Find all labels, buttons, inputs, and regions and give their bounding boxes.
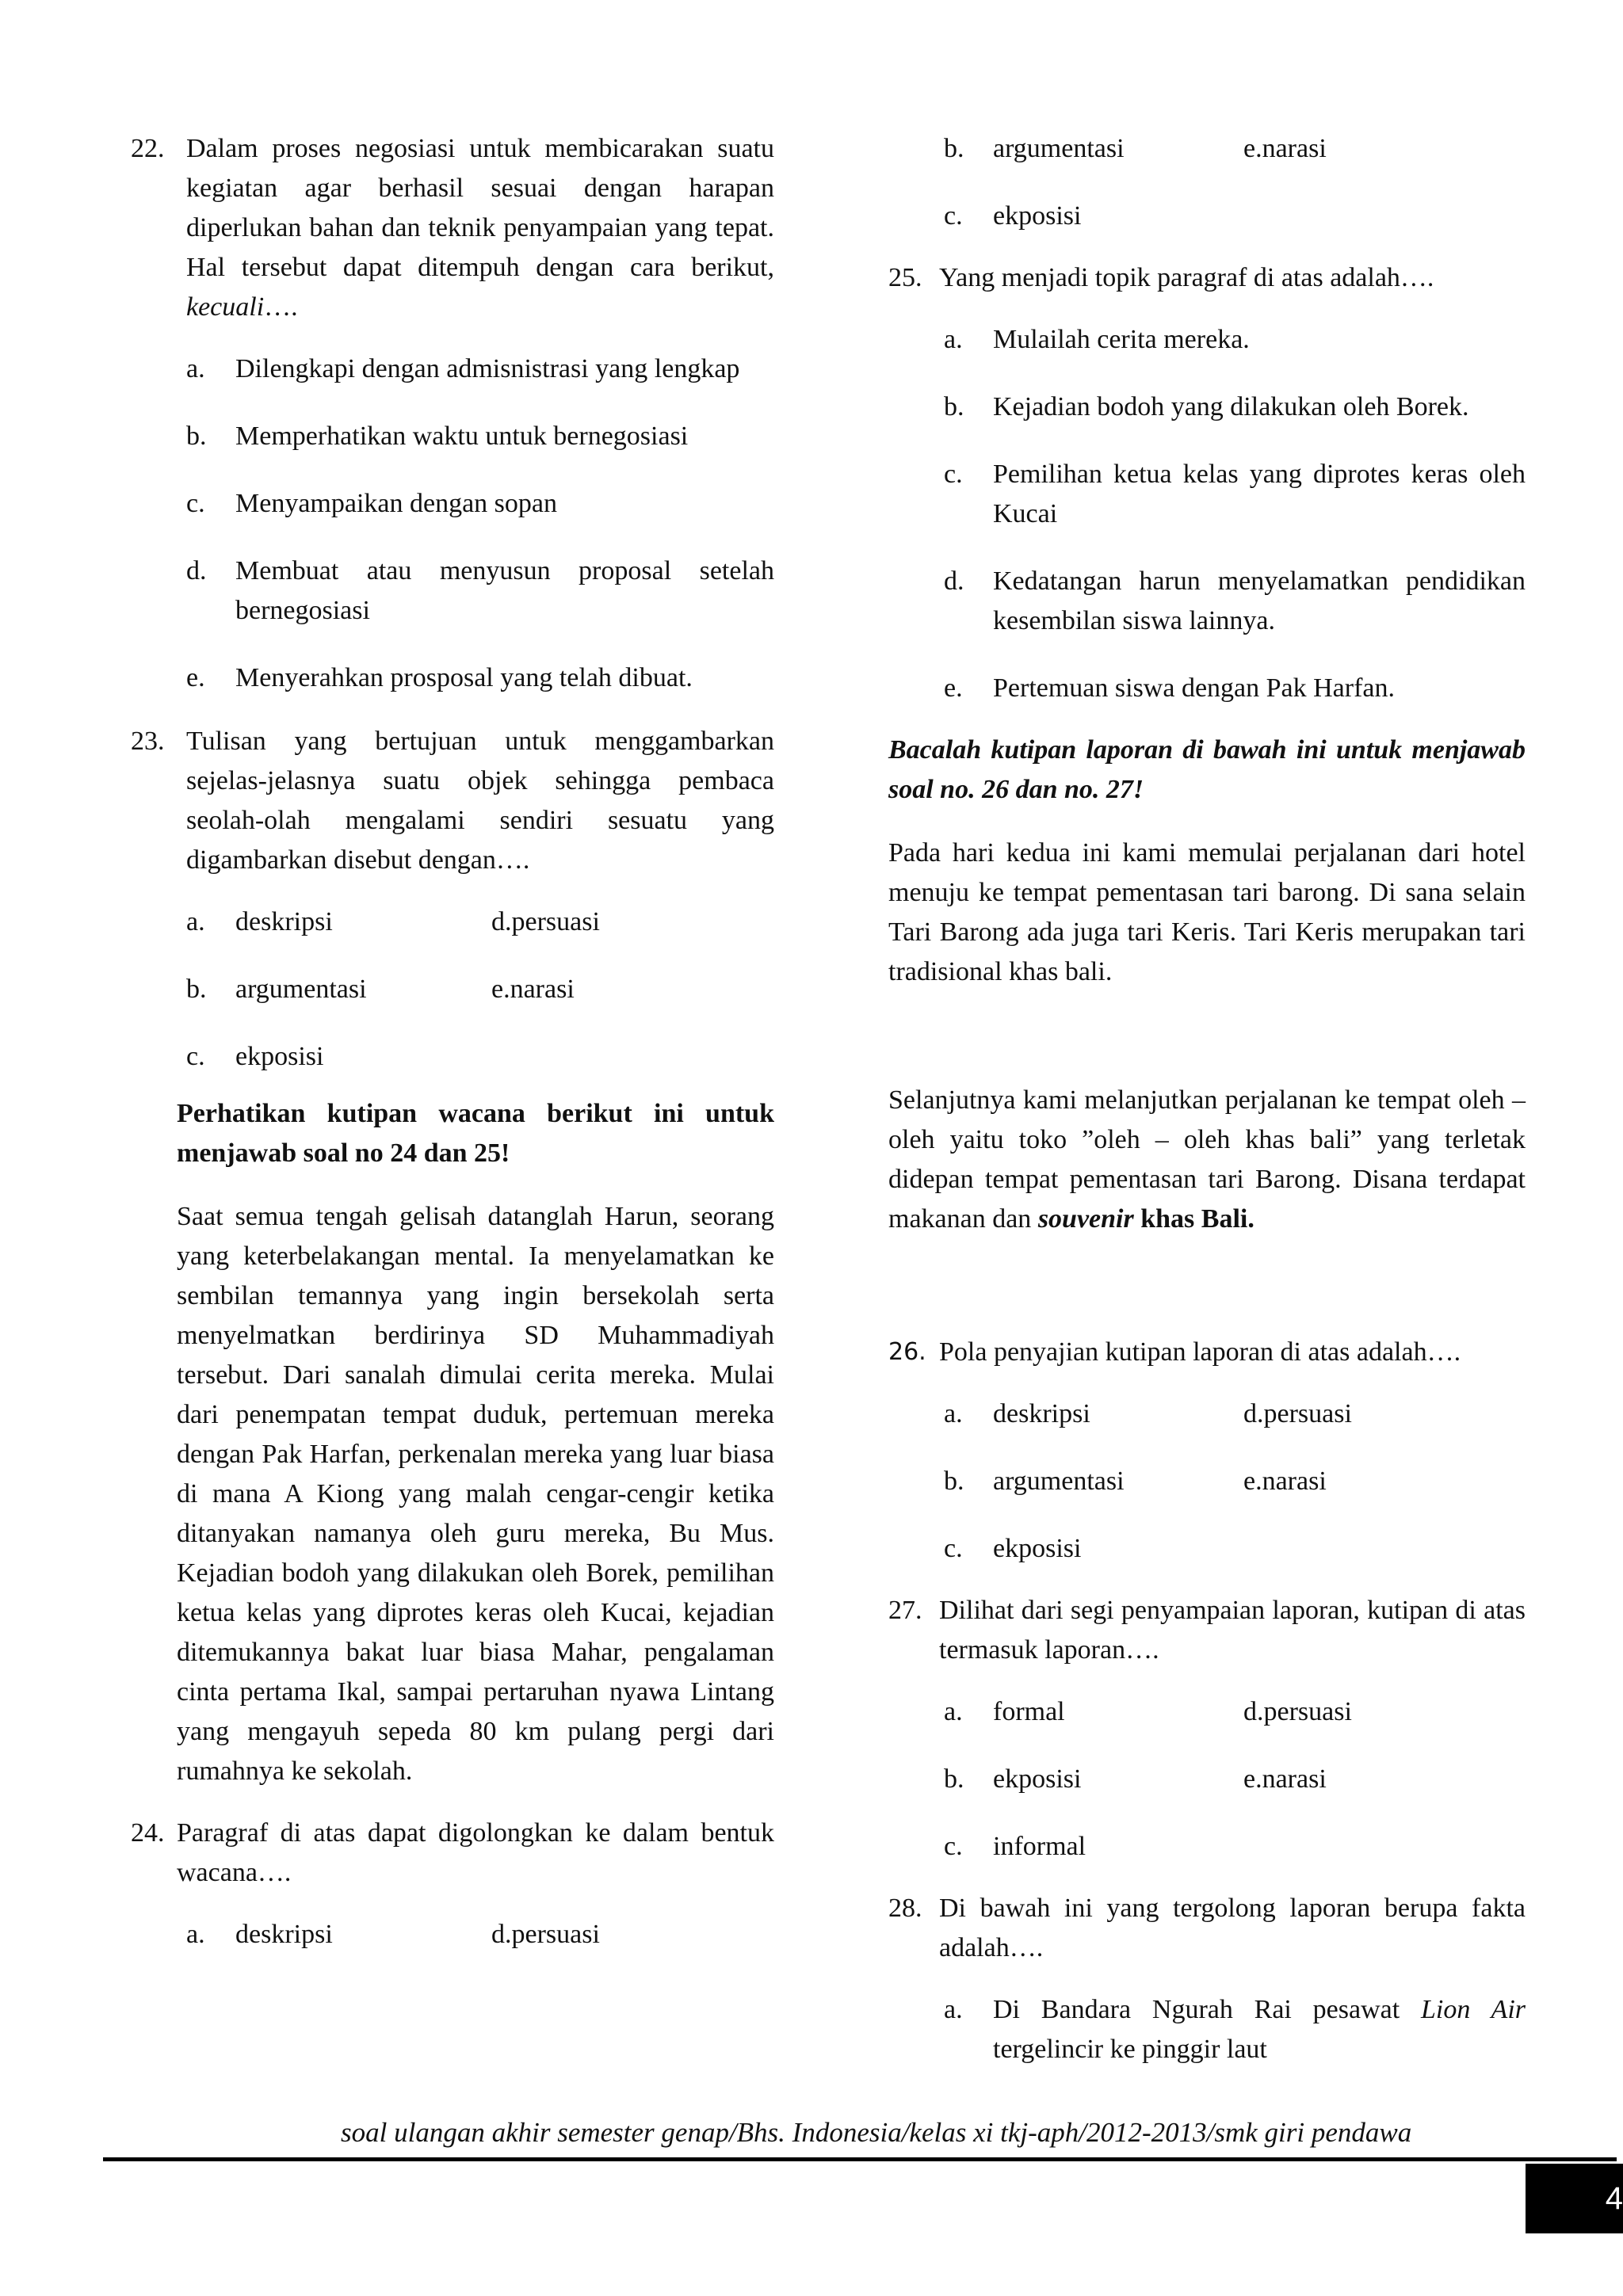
option-text-secondary: e.narasi	[1243, 1764, 1327, 1794]
option-text: deskripsi	[235, 1920, 333, 1949]
option-23a[interactable]	[131, 902, 774, 942]
option-letter: a.	[944, 1995, 963, 2024]
question-number: 28.	[888, 1894, 922, 1923]
option-25d[interactable]	[888, 562, 1526, 641]
option-text: ekposisi	[993, 1534, 1082, 1563]
option-text-secondary: e.narasi	[1243, 1466, 1327, 1496]
option-letter: e.	[944, 673, 963, 703]
page-number: 4	[1605, 2181, 1623, 2216]
option-letter: a.	[186, 354, 205, 383]
report-paragraph-2	[888, 1081, 1526, 1239]
option-text: Dilengkapi dengan admisnistrasi yang lengkap	[235, 354, 740, 383]
question-stem: Paragraf di atas dapat digolongkan ke dalam bentuk wacana….	[177, 1818, 774, 1887]
question-number: 24.	[131, 1818, 165, 1848]
question-22	[131, 129, 774, 327]
question-stem-emphasis: kecuali	[186, 292, 265, 322]
option-letter: a.	[186, 907, 205, 936]
option-letter: b.	[944, 1466, 964, 1496]
option-text: argumentasi	[235, 974, 367, 1004]
option-letter: c.	[944, 460, 963, 489]
option-text-secondary: e.narasi	[1243, 134, 1327, 163]
option-25a[interactable]	[888, 320, 1526, 360]
question-number: 27.	[888, 1596, 922, 1625]
option-text: Di Bandara Ngurah Rai pesawat	[993, 1995, 1421, 2024]
option-letter: b.	[944, 1764, 964, 1794]
option-text: deskripsi	[993, 1399, 1090, 1428]
question-27	[888, 1591, 1526, 1670]
option-letter: d.	[186, 556, 207, 585]
option-letter: d.	[944, 566, 964, 596]
report-paragraph-2-text: Selanjutnya kami melanjutkan perjalanan ke tempat oleh – oleh yaitu toko ”oleh – oleh khas bali” yang terletak didepan tempat pementasan tari Barong. Disana terdapat makanan dan	[888, 1085, 1526, 1234]
option-text: ekposisi	[993, 201, 1082, 231]
option-text: formal	[993, 1697, 1065, 1726]
option-24a[interactable]	[131, 1915, 774, 1955]
option-text-secondary: d.persuasi	[491, 907, 600, 936]
option-text-secondary: e.narasi	[491, 974, 575, 1004]
report-paragraph-2-emphasis: souvenir	[1037, 1204, 1134, 1234]
option-text-secondary: d.persuasi	[491, 1920, 600, 1949]
report-paragraph-2-bold: khas Bali.	[1133, 1204, 1254, 1234]
option-text: Menyerahkan prosposal yang telah dibuat.	[235, 663, 693, 692]
option-text: Membuat atau menyusun proposal setelah bernegosiasi	[235, 556, 774, 625]
option-text: Menyampaikan dengan sopan	[235, 489, 557, 518]
option-text: ekposisi	[235, 1042, 324, 1071]
option-22d[interactable]	[131, 551, 774, 631]
option-text: Kedatangan harun menyelamatkan pendidikan kesembilan siswa lainnya.	[993, 566, 1526, 635]
option-text-emphasis: Lion Air	[1421, 1995, 1526, 2024]
option-letter: b.	[944, 392, 964, 421]
option-text-secondary: d.persuasi	[1243, 1697, 1352, 1726]
option-22c[interactable]	[131, 484, 774, 524]
option-25b[interactable]	[888, 387, 1526, 427]
option-letter: b.	[944, 134, 964, 163]
option-28a[interactable]	[888, 1990, 1526, 2069]
question-number: 22.	[131, 134, 165, 163]
instruction-24-25: Perhatikan kutipan wacana berikut ini untuk menjawab soal no 24 dan 25!	[177, 1099, 774, 1168]
option-text: Memperhatikan waktu untuk bernegosiasi	[235, 421, 689, 451]
question-stem: Yang menjadi topik paragraf di atas adalah….	[939, 263, 1434, 292]
option-24b[interactable]	[888, 129, 1526, 169]
option-text: Mulailah cerita mereka.	[993, 325, 1250, 354]
option-letter: a.	[944, 325, 963, 354]
option-letter: e.	[186, 663, 205, 692]
question-stem: Tulisan yang bertujuan untuk menggambarkan sejelas-jelasnya suatu objek sehingga pembaca seolah-olah mengalami sendiri sesuatu yang digambarkan disebut dengan….	[186, 727, 774, 875]
question-stem: Dilihat dari segi penyampaian laporan, kutipan di atas termasuk laporan….	[939, 1596, 1526, 1665]
option-text: Pertemuan siswa dengan Pak Harfan.	[993, 673, 1396, 703]
question-25	[888, 258, 1526, 298]
option-22a[interactable]	[131, 349, 774, 389]
question-stem: Pola penyajian kutipan laporan di atas adalah….	[939, 1337, 1461, 1367]
option-letter: a.	[186, 1920, 205, 1949]
question-24	[131, 1814, 774, 1893]
question-number: 25.	[888, 263, 922, 292]
question-stem-end: ….	[264, 292, 298, 322]
question-26	[888, 1333, 1526, 1372]
option-text: Kejadian bodoh yang dilakukan oleh Borek.	[993, 392, 1469, 421]
report-paragraph-1: Pada hari kedua ini kami memulai perjalanan dari hotel menuju ke tempat pementasan tari barong. Di sana selain Tari Barong ada juga tari Keris. Tari Keris merupakan tari tradisional khas bali.	[888, 838, 1526, 986]
option-letter: c.	[186, 489, 205, 518]
option-26a[interactable]	[888, 1394, 1526, 1434]
option-letter: a.	[944, 1399, 963, 1428]
instruction-26-27: Bacalah kutipan laporan di bawah ini untuk menjawab soal no. 26 dan no. 27!	[888, 735, 1526, 804]
option-letter: b.	[186, 421, 207, 451]
option-27c[interactable]	[888, 1827, 1526, 1867]
option-26b[interactable]	[888, 1462, 1526, 1501]
option-text: informal	[993, 1832, 1086, 1861]
option-text-end: tergelincir ke pinggir laut	[993, 2035, 1267, 2064]
footer-divider	[103, 2157, 1617, 2161]
option-26c[interactable]	[888, 1529, 1526, 1569]
left-column	[131, 129, 774, 1982]
option-letter: c.	[944, 201, 963, 231]
option-text-secondary: d.persuasi	[1243, 1399, 1352, 1428]
option-letter: c.	[944, 1534, 963, 1563]
question-stem: Dalam proses negosiasi untuk membicarakan suatu kegiatan agar berhasil sesuai dengan harapan diperlukan bahan dan teknik penyampaian yang tepat. Hal tersebut dapat ditempuh dengan cara berikut,	[186, 134, 774, 282]
option-25c[interactable]	[888, 455, 1526, 534]
right-column	[888, 129, 1526, 2097]
option-23c[interactable]	[131, 1037, 774, 1077]
passage-24-25: Saat semua tengah gelisah datanglah Harun, seorang yang keterbelakangan mental. Ia menyelamatkan ke sembilan temannya yang ingin bersekolah serta menyelmatkan berdirinya SD Muhammadiyah tersebut. Dari sanalah dimulai cerita mereka. Mulai dari penempatan tempat duduk, pertemuan mereka dengan Pak Harfan, perkenalan mereka yang luar biasa di mana A Kiong yang malah cengar-cengir ketika ditanyakan namanya oleh guru mereka, Bu Mus. Kejadian bodoh yang dilakukan oleh Borek, pemilihan ketua kelas yang diprotes keras oleh Kucai, kejadian ditemukannya bakat luar biasa Mahar, pengalaman cinta pertama Ikal, sampai pertaruhan nyawa Lintang yang mengayuh sepeda 80 km pulang pergi dari rumahnya ke sekolah.	[177, 1202, 774, 1786]
question-number: 23.	[131, 727, 165, 756]
option-letter: c.	[186, 1042, 205, 1071]
option-27a[interactable]	[888, 1692, 1526, 1732]
option-23b[interactable]	[131, 970, 774, 1009]
option-letter: a.	[944, 1697, 963, 1726]
option-22b[interactable]	[131, 417, 774, 456]
option-22e[interactable]	[131, 658, 774, 698]
option-24c[interactable]	[888, 196, 1526, 236]
option-text: argumentasi	[993, 134, 1125, 163]
option-25e[interactable]	[888, 669, 1526, 708]
option-text: argumentasi	[993, 1466, 1125, 1496]
question-23	[131, 722, 774, 880]
option-27b[interactable]	[888, 1760, 1526, 1799]
page-number-box	[1526, 2164, 1623, 2233]
option-text: ekposisi	[993, 1764, 1082, 1794]
question-number: 26.	[888, 1338, 926, 1366]
page-footer: soal ulangan akhir semester genap/Bhs. Indonesia/kelas xi tkj-aph/2012-2013/smk giri pendawa	[341, 2117, 1412, 2148]
option-text: Pemilihan ketua kelas yang diprotes keras oleh Kucai	[993, 460, 1526, 528]
option-letter: b.	[186, 974, 207, 1004]
option-text: deskripsi	[235, 907, 333, 936]
option-letter: c.	[944, 1832, 963, 1861]
question-28	[888, 1889, 1526, 1968]
question-stem: Di bawah ini yang tergolong laporan berupa fakta adalah….	[939, 1894, 1526, 1962]
